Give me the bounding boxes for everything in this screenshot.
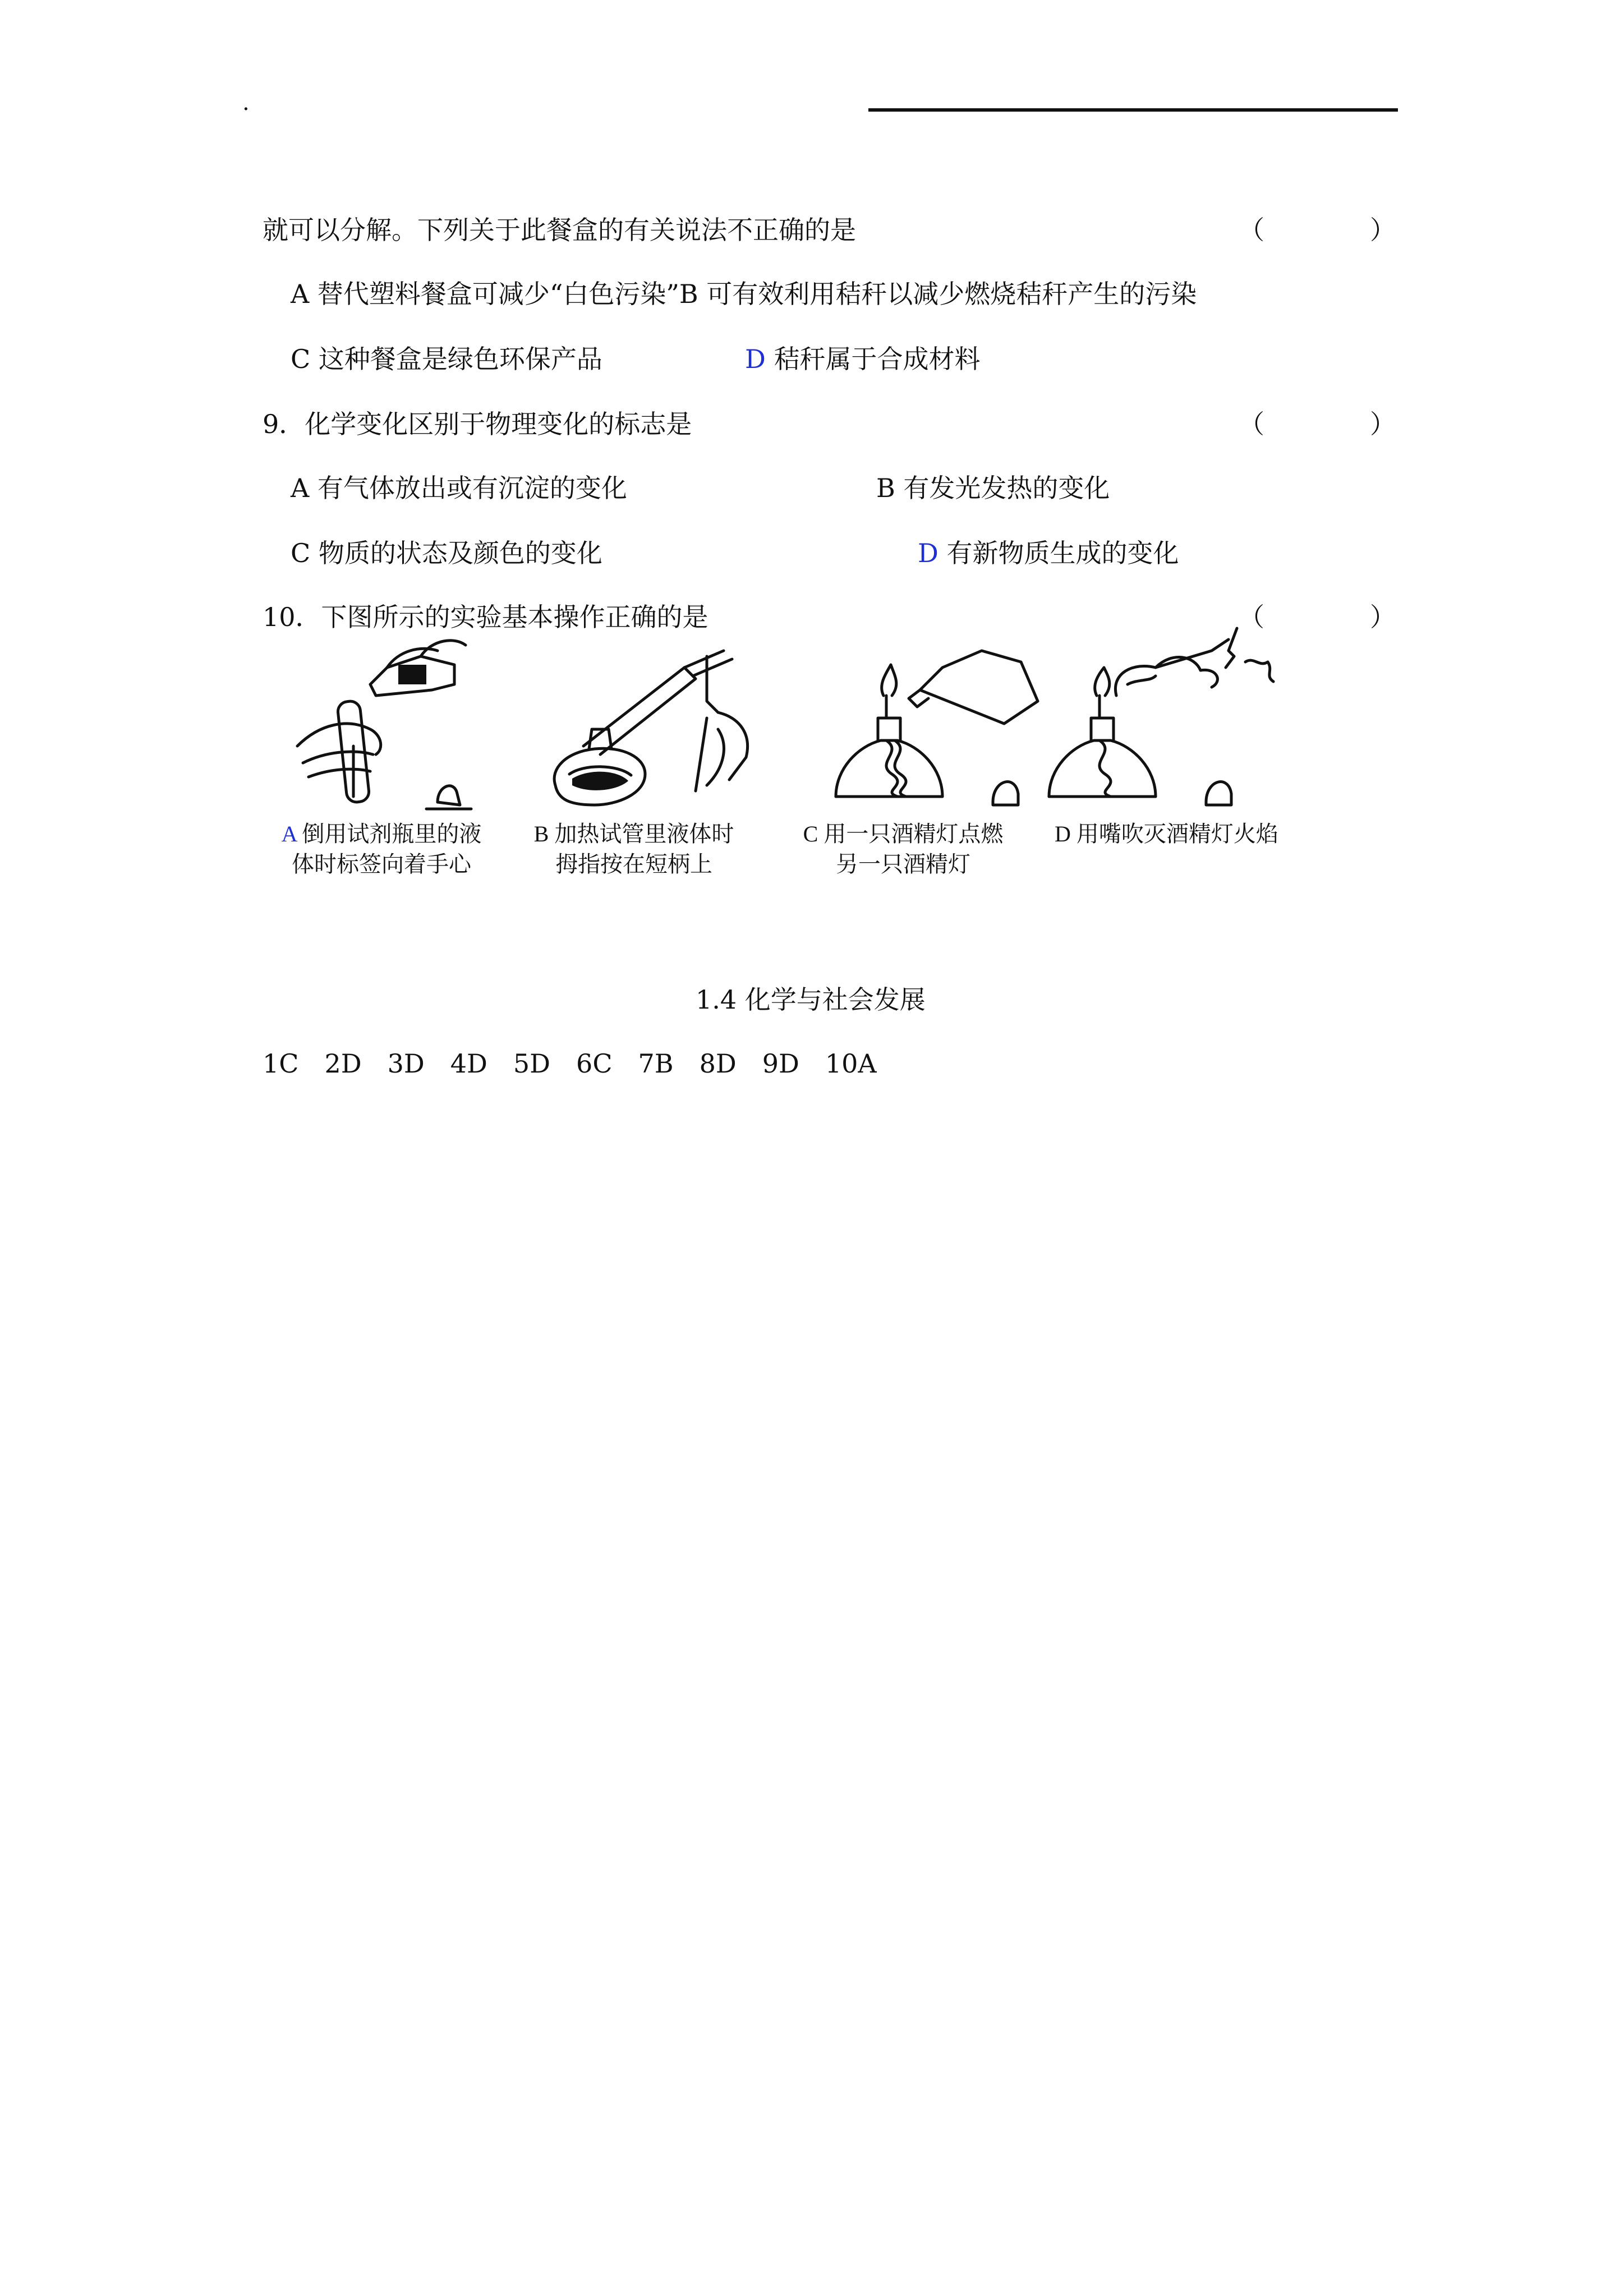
q9-stem: 9．化学变化区别于物理变化的标志是 (263, 409, 692, 439)
answers-line: 1C 2D 3D 4D 5D 6C 7B 8D 9D 10A (263, 1048, 877, 1079)
figure-c-lamp-lighting-lamp (825, 634, 1049, 819)
q9-option-d-text: 有新物质生成的变化 (946, 538, 1179, 568)
answers-title: 1.4 化学与社会发展 (696, 984, 926, 1015)
caption-c-letter: C (803, 821, 818, 846)
q10-stem: 10．下图所示的实验基本操作正确的是 (263, 602, 709, 632)
caption-a-letter: A (281, 821, 297, 846)
q9-bracket-close: ） (1370, 409, 1396, 439)
caption-d-line1: 用嘴吹灭酒精灯火焰 (1070, 821, 1278, 846)
q9-bracket-open: （ (1239, 409, 1264, 439)
q9-option-c: C 物质的状态及颜色的变化 (291, 538, 602, 568)
q10-bracket-open: （ (1239, 602, 1264, 632)
figure-b-heating-test-tube (539, 634, 774, 819)
caption-c (785, 819, 1021, 880)
figure-d-blowing-out-lamp (1043, 617, 1279, 819)
header-dot: . (242, 90, 250, 116)
q8-stem: 就可以分解。下列关于此餐盒的有关说法不正确的是 (263, 215, 856, 245)
q9-option-d (918, 536, 1179, 570)
caption-a-line1: 倒用试剂瓶里的液 (296, 821, 482, 846)
q8-option-d-text: 秸秆属于合成材料 (774, 344, 981, 374)
q8-bracket-close: ） (1370, 215, 1396, 245)
q8-bracket-open: （ (1239, 215, 1264, 245)
caption-a (264, 819, 499, 880)
caption-b-line1: 加热试管里液体时 (549, 821, 734, 846)
q10-bracket-close: ） (1370, 602, 1396, 632)
q9-option-d-letter: D (918, 538, 938, 568)
q8-option-d (745, 342, 981, 376)
caption-d (1055, 819, 1313, 849)
caption-b (516, 819, 752, 880)
q8-option-d-letter: D (745, 344, 766, 374)
caption-c-line1: 用一只酒精灯点燃 (818, 821, 1004, 846)
caption-c-line2: 另一只酒精灯 (836, 852, 970, 877)
caption-b-line2: 拇指按在短柄上 (555, 852, 712, 877)
header-rule (868, 108, 1398, 112)
caption-d-letter: D (1055, 821, 1071, 846)
caption-b-letter: B (533, 821, 549, 846)
q9-option-a: A 有气体放出或有沉淀的变化 (291, 473, 627, 503)
q9-option-b: B 有发光发热的变化 (876, 473, 1110, 503)
caption-a-line2: 体时标签向着手心 (292, 852, 471, 877)
q8-option-c: C 这种餐盒是绿色环保产品 (291, 344, 602, 374)
q8-option-ab: A 替代塑料餐盒可减少“白色污染”B 可有效利用秸秆以减少燃烧秸秆产生的污染 (291, 279, 1197, 309)
figure-a-pouring-reagent (286, 634, 499, 813)
